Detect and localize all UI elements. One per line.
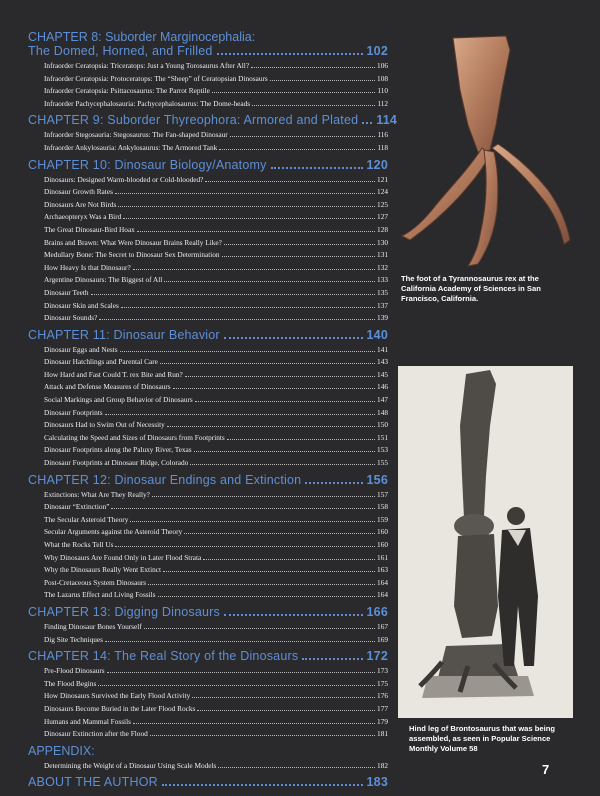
entry-page: 108 xyxy=(377,73,388,83)
toc-entry[interactable] xyxy=(44,716,388,729)
chapter-11-entries xyxy=(44,344,388,470)
toc-entry[interactable] xyxy=(44,129,388,142)
toc-entry[interactable] xyxy=(44,501,388,514)
toc-entry[interactable] xyxy=(44,60,388,73)
entry-title: Pre-Flood Dinosaurs xyxy=(44,666,105,676)
chapter-8-entries xyxy=(44,60,388,110)
chapter-9-page: 114 xyxy=(376,113,398,128)
entry-page: 125 xyxy=(377,199,388,209)
chapter-9-heading[interactable] xyxy=(28,113,398,128)
entry-title: Dinosaur Footprints at Dinosaur Ridge, Colorado xyxy=(44,458,189,468)
entry-page: 160 xyxy=(377,527,388,537)
entry-page: 131 xyxy=(377,250,388,260)
entry-title: How Dinosaurs Survived the Early Flood Activity xyxy=(44,691,191,701)
toc-entry[interactable] xyxy=(44,300,388,313)
entry-page: 153 xyxy=(377,445,388,455)
toc-entry[interactable] xyxy=(44,489,388,502)
toc-entry[interactable] xyxy=(44,621,388,634)
toc-entry[interactable] xyxy=(44,274,388,287)
entry-page: 112 xyxy=(377,98,388,108)
chapter-9-title: CHAPTER 9: Suborder Thyreophora: Armored and Plated xyxy=(28,113,359,128)
toc-entry[interactable] xyxy=(44,457,388,470)
entry-title: The Flood Begins xyxy=(44,678,97,688)
about-page: 183 xyxy=(366,775,388,790)
entry-title: Why the Dinosaurs Really Went Extinct xyxy=(44,565,162,575)
toc-entry[interactable] xyxy=(44,564,388,577)
chapter-8-subtitle: The Domed, Horned, and Frilled xyxy=(28,44,213,58)
appendix-heading[interactable]: APPENDIX: xyxy=(28,743,95,758)
about-heading[interactable] xyxy=(28,775,388,789)
chapter-11-page: 140 xyxy=(366,327,388,342)
entry-page: 139 xyxy=(377,313,388,323)
entry-title: Dinosaur Hatchlings and Parental Care xyxy=(44,357,158,367)
chapter-10-title: CHAPTER 10: Dinosaur Biology/Anatomy xyxy=(28,157,267,172)
entry-page: 127 xyxy=(377,212,388,222)
entry-page: 145 xyxy=(377,369,388,379)
entry-page: 130 xyxy=(377,237,388,247)
toc-entry[interactable] xyxy=(44,85,388,98)
entry-title: Archaeopteryx Was a Bird xyxy=(44,212,122,222)
entry-page: 124 xyxy=(377,187,388,197)
chapter-8-page: 102 xyxy=(366,44,388,58)
entry-title: Dinosaur Skin and Scales xyxy=(44,300,119,310)
entry-page: 169 xyxy=(377,634,388,644)
toc-entry[interactable] xyxy=(44,728,388,741)
leader-dots xyxy=(362,122,372,124)
entry-title: Dinosaur “Extinction” xyxy=(44,502,110,512)
entry-page: 164 xyxy=(377,577,388,587)
toc-entry[interactable] xyxy=(44,678,388,691)
entry-page: 159 xyxy=(377,514,388,524)
entry-title: Social Markings and Group Behavior of Dinosaurs xyxy=(44,395,193,405)
entry-title: Dinosaur Sounds? xyxy=(44,313,98,323)
entry-page: 133 xyxy=(377,275,388,285)
page-number: 7 xyxy=(542,762,550,777)
toc-entry[interactable] xyxy=(44,407,388,420)
leader-dots xyxy=(224,614,363,616)
chapter-9-entries xyxy=(44,129,388,154)
entry-page: 141 xyxy=(377,344,388,354)
trex-foot-image xyxy=(398,30,576,270)
entry-title: The Secular Asteroid Theory xyxy=(44,514,129,524)
toc-entry[interactable] xyxy=(44,287,388,300)
entry-page: 155 xyxy=(377,458,388,468)
about-title: ABOUT THE AUTHOR xyxy=(28,775,158,790)
leader-dots xyxy=(224,337,363,339)
entry-title: The Lazarus Effect and Living Fossils xyxy=(44,590,156,600)
toc-entry[interactable] xyxy=(44,211,388,224)
entry-title: What the Rocks Tell Us xyxy=(44,540,114,549)
entry-page: 151 xyxy=(377,432,388,442)
toc-entry[interactable] xyxy=(44,237,388,250)
entry-title: Infraorder Ceratopsia: Psittacosaurus: The Parrot Reptile xyxy=(44,86,210,96)
entry-page: 164 xyxy=(377,590,388,600)
entry-page: 106 xyxy=(377,61,388,70)
chapter-12-title: CHAPTER 12: Dinosaur Endings and Extinction xyxy=(28,472,302,487)
entry-title: Secular Arguments against the Asteroid Theory xyxy=(44,527,183,537)
toc-entry[interactable] xyxy=(44,174,388,187)
entry-page: 110 xyxy=(377,86,388,96)
entry-title: Dinosaurs Had to Swim Out of Necessity xyxy=(44,420,165,430)
entry-page: 118 xyxy=(377,142,388,152)
entry-title: Dinosaur Eggs and Nests xyxy=(44,344,118,354)
entry-title: Brains and Brawn: What Were Dinosaur Brains Really Like? xyxy=(44,237,222,247)
entry-page: 160 xyxy=(377,540,388,549)
toc-entry[interactable] xyxy=(44,356,388,369)
entry-title: Infraorder Ceratopsia: Triceratops: Just a Young Torosaurus After All? xyxy=(44,61,250,70)
entry-page: 167 xyxy=(377,621,388,631)
leader-dots xyxy=(302,658,362,660)
entry-page: 147 xyxy=(377,395,388,405)
chapter-12-page: 156 xyxy=(366,472,388,487)
toc-entry[interactable] xyxy=(44,369,388,382)
entry-title: Infraorder Pachycephalosauria: Pachycephalosaurus: The Dome-heads xyxy=(44,98,251,108)
chapter-14-title: CHAPTER 14: The Real Story of the Dinosaurs xyxy=(28,649,299,664)
entry-title: Post-Cretaceous System Dinosaurs xyxy=(44,577,147,587)
entry-page: 121 xyxy=(377,174,388,184)
toc-entry[interactable] xyxy=(44,634,388,647)
entry-page: 150 xyxy=(377,420,388,430)
entry-title: Infraorder Ankylosauria: Ankylosaurus: The Armored Tank xyxy=(44,142,218,152)
toc-entry[interactable] xyxy=(44,690,388,703)
entry-title: Medullary Bone: The Secret to Dinosaur Sex Determination xyxy=(44,250,220,260)
chapter-14-heading[interactable] xyxy=(28,649,388,663)
chapter-12-entries xyxy=(44,489,388,602)
entry-page: 175 xyxy=(377,678,388,688)
chapter-13-heading[interactable] xyxy=(28,605,388,619)
toc-entry[interactable] xyxy=(44,344,388,357)
entry-page: 177 xyxy=(377,703,388,713)
toc-entry[interactable] xyxy=(44,142,388,155)
entry-title: Dinosaur Footprints along the Paluxy River, Texas xyxy=(44,445,192,455)
entry-title: Determining the Weight of a Dinosaur Using Scale Models xyxy=(44,760,217,770)
toc-entry[interactable] xyxy=(44,444,388,457)
entry-title: Dinosaur Growth Rates xyxy=(44,187,113,197)
entry-page: 128 xyxy=(377,224,388,234)
toc-entry[interactable] xyxy=(44,703,388,716)
toc-entry[interactable] xyxy=(44,760,388,773)
toc-entry[interactable] xyxy=(44,589,388,602)
entry-page: 137 xyxy=(377,300,388,310)
entry-title: Humans and Mammal Fossils xyxy=(44,716,131,726)
toc-entry[interactable] xyxy=(44,249,388,262)
chapter-14-page: 172 xyxy=(366,649,388,664)
entry-page: 148 xyxy=(377,407,388,417)
chapter-8-title: CHAPTER 8: Suborder Marginocephalia: xyxy=(28,30,256,44)
toc-entry[interactable] xyxy=(44,312,388,325)
entry-title: Dinosaur Teeth xyxy=(44,287,89,297)
leader-dots xyxy=(162,784,363,786)
leader-dots xyxy=(217,53,363,55)
chapter-10-heading[interactable] xyxy=(28,158,388,172)
chapter-10-page: 120 xyxy=(366,157,388,172)
entry-page: 116 xyxy=(377,130,388,140)
entry-page: 182 xyxy=(377,760,388,770)
entry-title: Dinosaur Footprints xyxy=(44,407,103,417)
table-of-contents xyxy=(28,30,398,790)
appendix-entries xyxy=(44,760,388,773)
toc-entry[interactable] xyxy=(44,224,388,237)
entry-title: Dig Site Techniques xyxy=(44,634,103,644)
entry-title: Dinosaurs: Designed Warm-blooded or Cold-blooded? xyxy=(44,174,204,184)
entry-title: Attack and Defense Measures of Dinosaurs xyxy=(44,382,171,392)
entry-page: 135 xyxy=(377,287,388,297)
leader-dots xyxy=(305,482,362,484)
toc-entry[interactable] xyxy=(44,262,388,275)
toc-entry[interactable] xyxy=(44,394,388,407)
toc-entry[interactable] xyxy=(44,526,388,539)
toc-entry[interactable] xyxy=(44,98,388,111)
entry-page: 163 xyxy=(377,565,388,575)
brontosaurus-leg-photo xyxy=(398,366,573,718)
toc-entry[interactable] xyxy=(44,432,388,445)
entry-title: Dinosaurs Become Buried in the Later Flood Rocks xyxy=(44,703,196,713)
entry-title: Extinctions: What Are They Really? xyxy=(44,489,150,499)
entry-title: Calculating the Speed and Sizes of Dinosaurs from Footprints xyxy=(44,432,225,442)
chapter-13-entries xyxy=(44,621,388,646)
chapter-10-entries xyxy=(44,174,388,325)
entry-title: How Heavy Is that Dinosaur? xyxy=(44,262,131,272)
entry-page: 158 xyxy=(377,502,388,512)
entry-page: 132 xyxy=(377,262,388,272)
chapter-13-title: CHAPTER 13: Digging Dinosaurs xyxy=(28,604,220,619)
toc-entry[interactable] xyxy=(44,539,388,552)
leg-caption: Hind leg of Brontosaurus that was being assembled, as seen in Popular Science Monthly Volume 58 xyxy=(409,724,555,753)
chapter-11-title: CHAPTER 11: Dinosaur Behavior xyxy=(28,327,220,342)
entry-title: Infraorder Stegosauria: Stegosaurus: The Fan-shaped Dinosaur xyxy=(44,130,228,140)
entry-page: 179 xyxy=(377,716,388,726)
entry-title: How Hard and Fast Could T. rex Bite and Run? xyxy=(44,369,183,379)
entry-page: 176 xyxy=(377,691,388,701)
entry-page: 181 xyxy=(377,729,388,739)
toc-entry[interactable] xyxy=(44,73,388,86)
chapter-8-heading[interactable] xyxy=(28,44,388,58)
toc-entry[interactable] xyxy=(44,186,388,199)
entry-title: Why Dinosaurs Are Found Only in Later Flood Strata xyxy=(44,552,202,562)
toc-entry[interactable] xyxy=(44,577,388,590)
entry-title: Dinosaurs Are Not Birds xyxy=(44,199,117,209)
entry-title: Dinosaur Extinction after the Flood xyxy=(44,729,148,739)
entry-page: 146 xyxy=(377,382,388,392)
chapter-14-entries xyxy=(44,665,388,741)
entry-title: Finding Dinosaur Bones Yourself xyxy=(44,621,142,631)
entry-title: The Great Dinosaur-Bird Hoax xyxy=(44,224,135,234)
chapter-11-heading[interactable] xyxy=(28,328,388,342)
toc-entry[interactable] xyxy=(44,199,388,212)
toc-entry[interactable] xyxy=(44,514,388,527)
entry-page: 173 xyxy=(377,666,388,676)
chapter-12-heading[interactable] xyxy=(28,473,388,487)
toc-entry[interactable] xyxy=(44,665,388,678)
toc-entry[interactable] xyxy=(44,381,388,394)
chapter-13-page: 166 xyxy=(366,604,388,619)
entry-title: Infraorder Ceratopsia: Protoceratops: The “Sheep” of Ceratopsian Dinosaurs xyxy=(44,73,268,83)
entry-title: Argentine Dinosaurs: The Biggest of All xyxy=(44,275,163,285)
foot-caption: The foot of a Tyrannosaurus rex at the California Academy of Sciences in San Francisco, California. xyxy=(401,274,541,303)
toc-entry[interactable] xyxy=(44,419,388,432)
entry-page: 143 xyxy=(377,357,388,367)
leader-dots xyxy=(271,167,363,169)
toc-entry[interactable] xyxy=(44,552,388,565)
entry-page: 161 xyxy=(377,552,388,562)
entry-page: 157 xyxy=(377,489,388,499)
